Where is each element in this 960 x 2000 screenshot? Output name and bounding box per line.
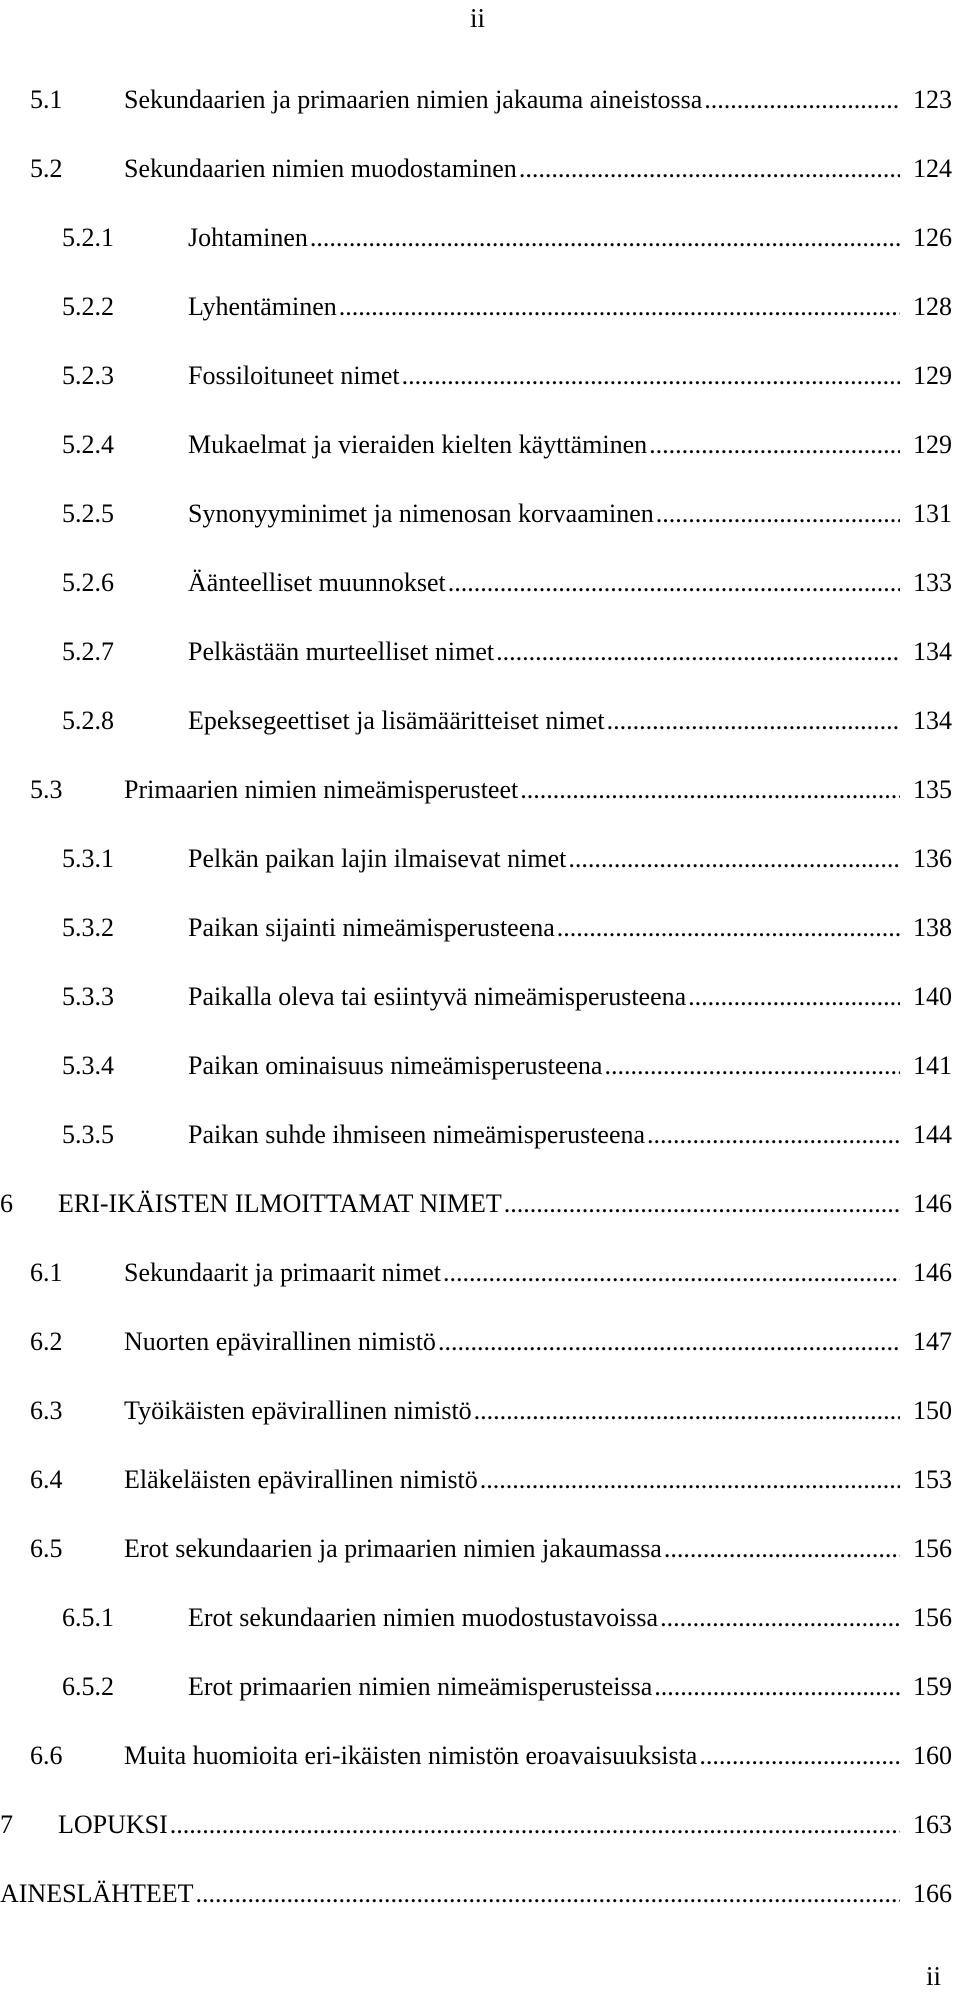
toc-entry-title: ERI-IKÄISTEN ILMOITTAMAT NIMET (58, 1189, 502, 1218)
toc-entry[interactable] (0, 981, 960, 1050)
toc-entry-page: 141 (913, 1051, 952, 1080)
toc-entry[interactable] (0, 1050, 960, 1119)
toc-entry[interactable] (0, 912, 960, 981)
toc-entry-page: 147 (913, 1327, 952, 1356)
toc-entry-page: 159 (913, 1672, 952, 1701)
toc-entry-number: 6 (0, 1189, 13, 1218)
toc-entry-page: 136 (913, 844, 952, 873)
page-number-bottom: ii (926, 1961, 942, 1991)
toc-entry[interactable] (0, 1188, 960, 1257)
toc-entry-number: 6.5.2 (62, 1672, 114, 1701)
toc-leader-dots (496, 636, 900, 668)
toc-leader-dots (664, 1533, 900, 1565)
toc-entry-title: Epeksegeettiset ja lisämääritteiset nimet (188, 706, 605, 735)
toc-entry-title-line (188, 1671, 900, 1703)
toc-entry-title: Primaarien nimien nimeämisperusteet (124, 775, 519, 804)
toc-leader-dots (699, 1740, 900, 1772)
toc-entry-title-line (124, 774, 900, 806)
toc-leader-dots (170, 1809, 900, 1841)
toc-entry[interactable] (0, 1602, 960, 1671)
toc-leader-dots (196, 1878, 900, 1910)
toc-entry-title-line (188, 981, 900, 1013)
toc-entry-title: Paikan sijainti nimeämisperusteena (188, 913, 555, 942)
toc-entry-page: 156 (913, 1534, 952, 1563)
toc-entry-page: 144 (913, 1120, 952, 1149)
toc-entry[interactable] (0, 1464, 960, 1533)
toc-leader-dots (474, 1395, 900, 1427)
toc-entry-number: 5.2.4 (62, 430, 114, 459)
toc-entry-number: 6.3 (30, 1396, 63, 1425)
toc-leader-dots (557, 912, 900, 944)
toc-entry-page: 131 (913, 499, 952, 528)
toc-leader-dots (654, 1671, 900, 1703)
toc-leader-dots (688, 981, 900, 1013)
toc-entry[interactable] (0, 636, 960, 705)
toc-leader-dots (647, 1119, 900, 1151)
toc-entry-title-line (124, 1740, 900, 1772)
toc-entry-page: 146 (913, 1258, 952, 1287)
toc-entry[interactable] (0, 1809, 960, 1878)
toc-entry-number: 6.5 (30, 1534, 63, 1563)
toc-entry-number: 5.3.5 (62, 1120, 114, 1149)
toc-entry[interactable] (0, 153, 960, 222)
toc-entry-title-line (0, 1878, 900, 1910)
toc-entry[interactable] (0, 774, 960, 843)
toc-entry-page: 140 (913, 982, 952, 1011)
toc-entry-title-line (188, 636, 900, 668)
toc-entry[interactable] (0, 291, 960, 360)
toc-entry-title: Eläkeläisten epävirallinen nimistö (124, 1465, 478, 1494)
toc-entry-title: Muita huomioita eri-ikäisten nimistön eroavaisuuksista (124, 1741, 698, 1770)
toc-entry-title-line (124, 1533, 900, 1565)
toc-entry[interactable] (0, 498, 960, 567)
toc-entry-number: 5.3.2 (62, 913, 114, 942)
toc-leader-dots (438, 1326, 900, 1358)
toc-entry-title: Nuorten epävirallinen nimistö (124, 1327, 436, 1356)
toc-entry-title: Fossiloituneet nimet (188, 361, 400, 390)
toc-entry-number: 5.2.6 (62, 568, 114, 597)
toc-entry-title: Äänteelliset muunnokset (188, 568, 446, 597)
toc-entry-page: 163 (913, 1810, 952, 1839)
toc-leader-dots (443, 1257, 900, 1289)
toc-leader-dots (607, 705, 900, 737)
toc-entry-title-line (124, 1395, 900, 1427)
toc-entry-page: 150 (913, 1396, 952, 1425)
toc-entry-title-line (188, 843, 900, 875)
toc-entry-number: 5.2 (30, 154, 63, 183)
toc-entry-page: 128 (913, 292, 952, 321)
toc-entry-page: 160 (913, 1741, 952, 1770)
toc-entry-title-line (58, 1809, 900, 1841)
toc-entry-page: 156 (913, 1603, 952, 1632)
toc-leader-dots (402, 360, 900, 392)
toc-entry-title: LOPUKSI (58, 1810, 168, 1839)
toc-entry-page: 129 (913, 430, 952, 459)
toc-entry-page: 153 (913, 1465, 952, 1494)
toc-entry-number: 5.2.7 (62, 637, 114, 666)
toc-entry-title-line (124, 1464, 900, 1496)
toc-entry-page: 134 (913, 637, 952, 666)
toc-entry[interactable] (0, 1119, 960, 1188)
toc-entry-title-line (58, 1188, 900, 1220)
toc-entry-number: 5.2.1 (62, 223, 114, 252)
toc-entry-title-line (124, 1257, 900, 1289)
toc-entry-title-line (188, 429, 900, 461)
toc-entry-number: 5.3 (30, 775, 63, 804)
toc-entry-title: Synonyyminimet ja nimenosan korvaaminen (188, 499, 654, 528)
toc-entry-title: Sekundaarit ja primaarit nimet (124, 1258, 441, 1287)
toc-entry[interactable] (0, 843, 960, 912)
toc-entry-page: 133 (913, 568, 952, 597)
toc-entry-page: 138 (913, 913, 952, 942)
toc-leader-dots (568, 843, 900, 875)
toc-entry[interactable] (0, 1671, 960, 1740)
toc-entry-number: 5.3.1 (62, 844, 114, 873)
toc-entry-title-line (188, 705, 900, 737)
toc-entry-number: 5.2.8 (62, 706, 114, 735)
toc-entry[interactable] (0, 429, 960, 498)
toc-entry-title: Sekundaarien nimien muodostaminen (124, 154, 517, 183)
toc-entry-page: 146 (913, 1189, 952, 1218)
toc-entry-title-line (188, 498, 900, 530)
toc-entry-page: 134 (913, 706, 952, 735)
toc-entry[interactable] (0, 567, 960, 636)
toc-entry-title-line (188, 360, 900, 392)
toc-leader-dots (519, 153, 900, 185)
toc-entry-title-line (188, 222, 900, 254)
toc-entry-title: Paikan suhde ihmiseen nimeämisperusteena (188, 1120, 646, 1149)
toc-entry[interactable] (0, 1740, 960, 1809)
toc-entry-number: 5.2.5 (62, 499, 114, 528)
toc-entry-title-line (188, 291, 900, 323)
toc-entry-number: 6.4 (30, 1465, 63, 1494)
table-of-contents (0, 84, 960, 1947)
toc-entry-title-line (188, 1602, 900, 1634)
toc-entry-title: Erot sekundaarien ja primaarien nimien jakaumassa (124, 1534, 662, 1563)
toc-entry-page: 166 (913, 1879, 952, 1908)
toc-leader-dots (448, 567, 900, 599)
toc-entry-number: 7 (0, 1810, 13, 1839)
toc-entry-number: 6.6 (30, 1741, 63, 1770)
toc-leader-dots (339, 291, 900, 323)
toc-leader-dots (604, 1050, 900, 1082)
toc-entry-title: Pelkästään murteelliset nimet (188, 637, 495, 666)
toc-entry[interactable] (0, 705, 960, 774)
toc-entry-title: Mukaelmat ja vieraiden kielten käyttäminen (188, 430, 648, 459)
toc-entry-title: Paikalla oleva tai esiintyvä nimeämisperusteena (188, 982, 687, 1011)
toc-leader-dots (704, 84, 900, 116)
toc-entry-title-line (188, 567, 900, 599)
toc-entry-number: 5.3.3 (62, 982, 114, 1011)
toc-entry-title-line (124, 1326, 900, 1358)
toc-entry-page: 129 (913, 361, 952, 390)
toc-entry-number: 5.2.2 (62, 292, 114, 321)
toc-entry-page: 135 (913, 775, 952, 804)
toc-entry[interactable] (0, 84, 960, 153)
toc-entry[interactable] (0, 1878, 960, 1947)
toc-entry-title: Erot sekundaarien nimien muodostustavoissa (188, 1603, 659, 1632)
toc-leader-dots (656, 498, 900, 530)
toc-leader-dots (660, 1602, 900, 1634)
toc-leader-dots (649, 429, 900, 461)
toc-entry-title: Työikäisten epävirallinen nimistö (124, 1396, 472, 1425)
toc-entry-number: 6.2 (30, 1327, 63, 1356)
toc-entry-title-line (188, 912, 900, 944)
toc-entry-page: 123 (913, 85, 952, 114)
toc-leader-dots (310, 222, 900, 254)
toc-leader-dots (504, 1188, 900, 1220)
toc-entry[interactable] (0, 1395, 960, 1464)
toc-entry-page: 124 (913, 154, 952, 183)
toc-entry-title: Pelkän paikan lajin ilmaisevat nimet (188, 844, 567, 873)
toc-entry-title: Erot primaarien nimien nimeämisperusteissa (188, 1672, 653, 1701)
toc-entry-number: 6.5.1 (62, 1603, 114, 1632)
toc-entry-title-line (124, 153, 900, 185)
page-number-top: ii (470, 3, 486, 33)
toc-entry[interactable] (0, 1326, 960, 1395)
toc-entry-number: 5.2.3 (62, 361, 114, 390)
toc-entry-number: 5.3.4 (62, 1051, 114, 1080)
toc-entry[interactable] (0, 1257, 960, 1326)
toc-entry-page: 126 (913, 223, 952, 252)
toc-leader-dots (480, 1464, 900, 1496)
toc-entry[interactable] (0, 360, 960, 429)
toc-entry-title: Sekundaarien ja primaarien nimien jakauma aineistossa (124, 85, 703, 114)
toc-entry-title: Lyhentäminen (188, 292, 337, 321)
toc-entry-title: Johtaminen (188, 223, 308, 252)
toc-entry-title-line (188, 1050, 900, 1082)
toc-entry[interactable] (0, 1533, 960, 1602)
toc-entry-title-line (124, 84, 900, 116)
toc-entry[interactable] (0, 222, 960, 291)
toc-entry-number: 5.1 (30, 85, 63, 114)
toc-entry-title-line (188, 1119, 900, 1151)
toc-entry-title: Paikan ominaisuus nimeämisperusteena (188, 1051, 603, 1080)
toc-entry-title: AINESLÄHTEET (0, 1879, 194, 1908)
toc-entry-number: 6.1 (30, 1258, 63, 1287)
toc-leader-dots (520, 774, 900, 806)
